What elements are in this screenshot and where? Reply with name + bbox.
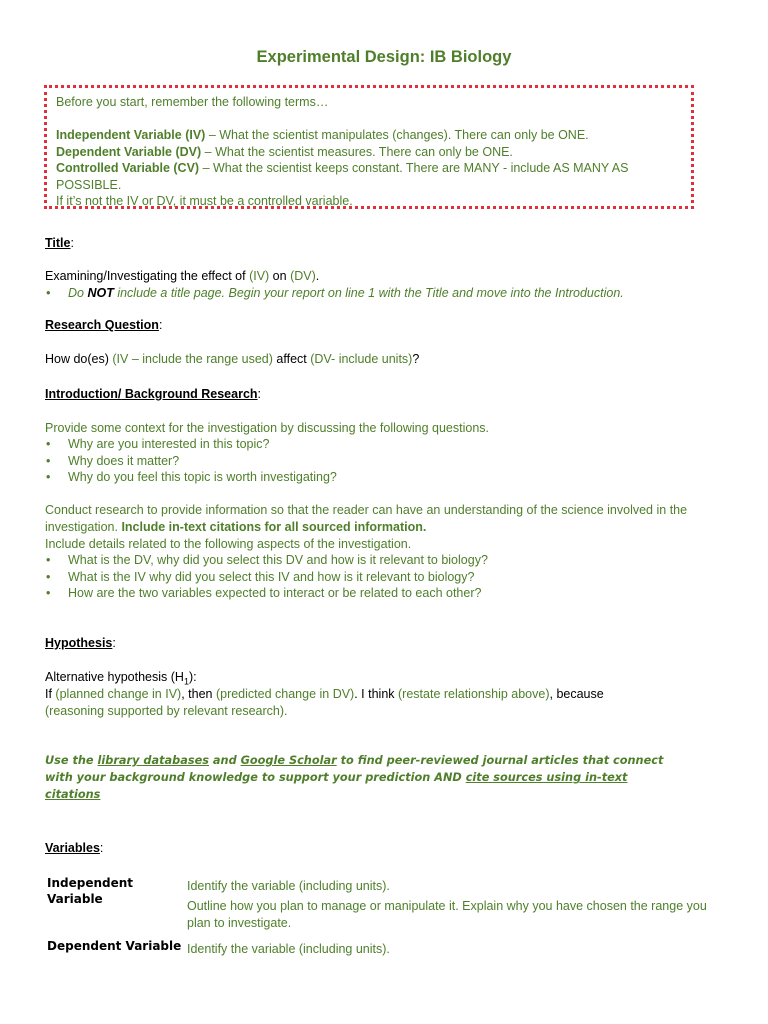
iv-outline: Outline how you plan to manage or manipulate it. Explain why you have chosen the range you plan to investigate. — [187, 899, 707, 930]
intro-aspects — [45, 552, 735, 602]
variables-heading: Variables: — [45, 841, 104, 855]
library-databases-link[interactable]: library databases — [97, 754, 209, 767]
dv-identify: Identify the variable (including units). — [187, 942, 390, 956]
alt-sub: 1 — [183, 676, 189, 687]
tip-a: Use the — [45, 754, 98, 767]
terms-intro: Before you start, remember the following terms… — [56, 95, 329, 109]
title-iv: (IV) — [249, 269, 270, 283]
note-not: NOT — [87, 286, 114, 300]
google-scholar-link[interactable]: Google Scholar — [240, 754, 337, 767]
title-bullets — [45, 285, 735, 302]
iv-term: Independent Variable (IV) — [56, 128, 206, 142]
hyp-restate: (restate relationship above) — [398, 687, 550, 701]
list-item: • What is the IV why did you select this IV and how is it relevant to biology? — [45, 569, 735, 586]
iv-definition — [56, 127, 691, 144]
cv-definition — [56, 160, 691, 193]
rq-mid: affect — [272, 352, 311, 366]
hyp-heading-text: Hypothesis — [45, 636, 113, 650]
alt-b: ): — [188, 670, 197, 684]
hyp-predicted: (predicted change in DV) — [215, 687, 355, 701]
title-end: . — [315, 269, 320, 283]
rq-heading-text: Research Question — [45, 318, 159, 332]
list-item: • Why does it matter? — [45, 453, 735, 470]
intro-heading-a: Introduction/ — [45, 387, 122, 401]
list-item: • Why are you interested in this topic? — [45, 436, 735, 453]
research-question-heading: Research Question: — [45, 318, 163, 332]
terms-reminder-box — [44, 85, 694, 209]
introduction-heading: Introduction/ Background Research: — [45, 387, 262, 401]
cv-term: Controlled Variable (CV) — [56, 161, 200, 175]
list-item: • How are the two variables expected to interact or be related to each other? — [45, 585, 735, 602]
intro-details: Include details related to the following aspects of the investigation. — [45, 537, 412, 551]
title-heading: Title: — [45, 236, 74, 250]
list-item: • Why do you feel this topic is worth investigating? — [45, 469, 735, 486]
rq-end: ? — [412, 352, 420, 366]
hypothesis-template — [45, 686, 735, 719]
research-question-line — [45, 351, 735, 368]
hyp-then: , then — [181, 687, 216, 701]
title-line-text: Examining/Investigating the effect of — [45, 269, 250, 283]
rq-dv: (DV- include units) — [310, 352, 413, 366]
rq-a: How do(es) — [45, 352, 113, 366]
intro-context: Provide some context for the investigation by discussing the following questions. — [45, 421, 489, 435]
title-dv: (DV) — [290, 269, 316, 283]
document-title: Experimental Design: IB Biology — [256, 48, 512, 66]
hyp-reasoning: (reasoning supported by relevant research). — [45, 703, 288, 718]
hyp-planned: (planned change in IV) — [55, 687, 182, 701]
iv-identify: Identify the variable (including units). — [187, 879, 390, 893]
title-page-note — [45, 285, 735, 302]
intro-heading-b: Background Research — [121, 387, 258, 401]
title-on: on — [269, 269, 291, 283]
title-format-line — [45, 268, 735, 285]
intro-research — [45, 502, 735, 535]
research-text: Conduct research to provide information so that the reader can have an understanding of the science involved in the investigation. — [45, 503, 688, 534]
title-heading-text: Title — [45, 236, 71, 250]
research-tip — [45, 752, 685, 803]
variables-heading-text: Variables — [45, 841, 100, 855]
hyp-if: If — [45, 687, 56, 701]
independent-variable-label: Independent Variable — [47, 876, 134, 906]
hypothesis-heading: Hypothesis: — [45, 636, 116, 650]
dv-def-text: – What the scientist measures. There can only be ONE. — [201, 144, 513, 159]
alt-a: Alternative hypothesis (H — [45, 670, 184, 684]
tip-b: and — [208, 754, 241, 767]
citation-requirement: Include in-text citations for all sourced information. — [121, 519, 427, 534]
intro-questions — [45, 436, 735, 486]
dependent-variable-label: Dependent Variable — [47, 939, 182, 953]
dv-term: Dependent Variable (DV) — [56, 144, 202, 159]
cite-sources-link[interactable]: cite sources using in-text citations — [45, 771, 628, 801]
tip-c: to find peer-reviewed journal articles that connect with your background knowledge to support your prediction AND — [45, 754, 664, 784]
hyp-because: , because — [549, 687, 604, 701]
iv-def-text: – What the scientist manipulates (changes). There can only be ONE. — [205, 128, 589, 142]
note-b: include a title page. Begin your report on line 1 with the Title and move into the Introduction. — [113, 286, 624, 300]
list-item: • What is the DV, why did you select this DV and how is it relevant to biology? — [45, 552, 735, 569]
terms-note: If it’s not the IV or DV, it must be a controlled variable. — [56, 194, 353, 208]
rq-iv: (IV – include the range used) — [112, 352, 273, 366]
dv-definition — [56, 144, 691, 161]
hyp-ithink: . I think — [354, 687, 399, 701]
cv-def-text: – What the scientist keeps constant. There are MANY - include AS MANY AS POSSIBLE. — [56, 161, 629, 192]
note-a: Do — [68, 286, 88, 300]
